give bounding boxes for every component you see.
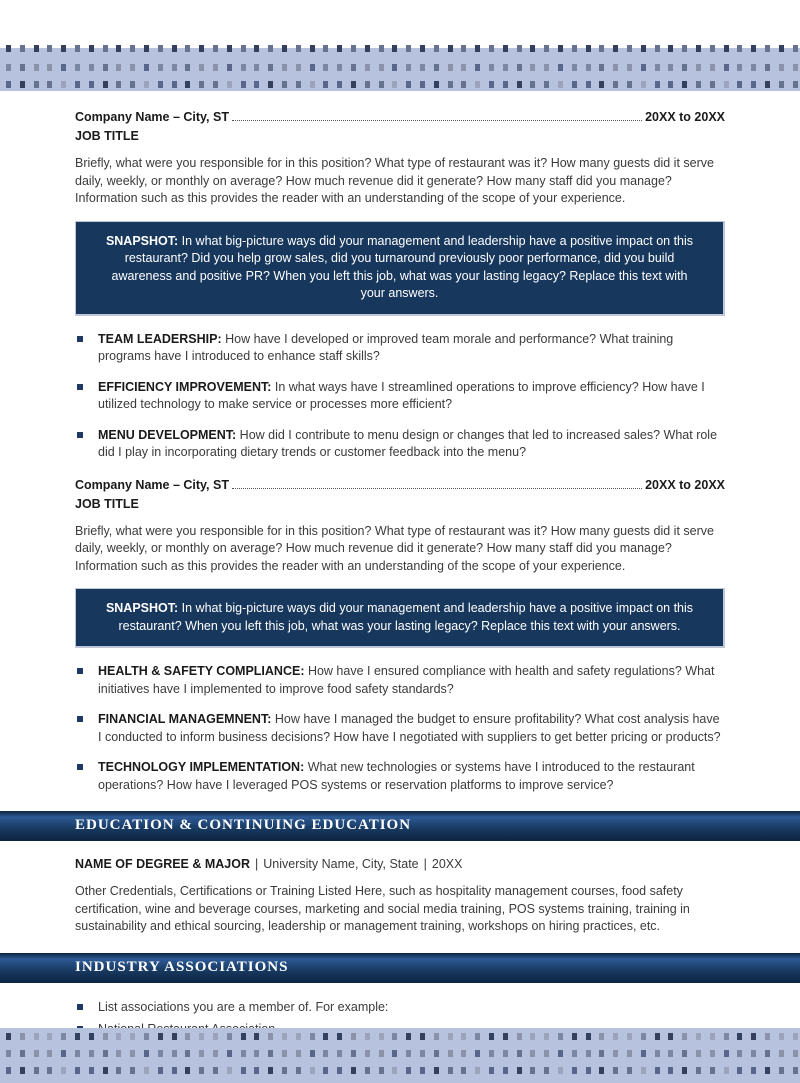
list-item <box>75 331 725 366</box>
bullet-text: How did I contribute to menu design or changes that led to increased sales? What role did I play in incorporating dietary trends or customer feedback into the menu? <box>98 427 718 459</box>
job-section-1 <box>0 110 800 462</box>
associations-section-banner <box>0 953 800 983</box>
job-title: JOB TITLE <box>75 129 139 143</box>
decorative-bottom-border <box>0 1028 800 1083</box>
square-bullet-icon <box>77 384 83 390</box>
job-bullet-list <box>75 331 725 462</box>
graduation-year: 20XX <box>431 857 463 871</box>
snapshot-label: SNAPSHOT: <box>105 601 179 615</box>
company-name: Company Name – City, ST <box>75 110 229 124</box>
job-summary: Briefly, what were you responsible for in this position? What type of restaurant was it? How many guests did it serve daily, weekly, or monthly on average? How much revenue did it generate? How many staff did you manage? Information such as this provides the reader with an understanding of the scope of your experience. <box>75 523 714 573</box>
dotted-leader <box>232 120 642 121</box>
bullet-term: TEAM LEADERSHIP: <box>98 331 222 346</box>
snapshot-callout <box>75 588 725 648</box>
job-heading <box>75 110 725 124</box>
education-heading: EDUCATION & CONTINUING EDUCATION <box>75 817 412 833</box>
square-bullet-icon <box>77 432 83 438</box>
list-item <box>75 711 725 746</box>
job-section-2 <box>0 478 800 795</box>
bullet-text: How have I managed the budget to ensure profitability? What cost analysis have I conducted to inform business decisions? How have I negotiated with suppliers to get better pricing or products? <box>98 712 721 744</box>
degree-separator: | <box>423 857 427 871</box>
company-name: Company Name – City, ST <box>75 477 229 492</box>
square-bullet-icon <box>77 336 83 342</box>
bullet-text: How have I developed or improved team morale and performance? What training programs have I introduced to enhance staff skills? <box>98 331 674 363</box>
job-title: JOB TITLE <box>75 496 139 511</box>
list-item <box>75 999 725 1017</box>
square-bullet-icon <box>77 668 83 674</box>
associations-heading: INDUSTRY ASSOCIATIONS <box>75 958 289 975</box>
list-item <box>75 759 725 794</box>
job-summary: Briefly, what were you responsible for in this position? What type of restaurant was it? How many guests did it serve daily, weekly, or monthly on average? How much revenue did it generate? How many staff did you manage? Information such as this provides the reader with an understanding of the scope of your experience. <box>75 156 714 205</box>
dotted-leader <box>232 488 642 489</box>
bullet-term: HEALTH & SAFETY COMPLIANCE: <box>98 664 305 678</box>
bullet-text: In what ways have I streamlined operations to improve efficiency? How have I utilized technology to make service or processes more efficient? <box>98 379 705 411</box>
list-item <box>75 427 725 462</box>
snapshot-text: In what big-picture ways did your management and leadership have a positive impact on this restaurant? Did you help grow sales, did you turnaround previously poor performance, did you build awareness and positive PR? When you left this job, what was your lasting legacy? Replace this text with your answers. <box>111 233 694 300</box>
square-bullet-icon <box>77 716 83 722</box>
degree-name: NAME OF DEGREE & MAJOR <box>75 857 251 871</box>
education-section <box>75 857 725 936</box>
bullet-term: MENU DEVELOPMENT: <box>98 427 237 442</box>
education-section-banner <box>0 811 800 841</box>
association-text: List associations you are a member of. For example: <box>98 999 389 1014</box>
snapshot-callout <box>75 221 725 316</box>
bullet-text: What new technologies or systems have I introduced to the restaurant operations? How have I leveraged POS systems or reservation platforms to improve service? <box>98 760 695 792</box>
resume-page <box>0 48 800 1083</box>
bullet-text: How have I ensured compliance with health and safety regulations? What initiatives have I implemented to improve food safety standards? <box>98 664 715 696</box>
job-dates: 20XX to 20XX <box>645 110 725 124</box>
snapshot-label: SNAPSHOT: <box>105 233 179 248</box>
square-bullet-icon <box>77 764 83 770</box>
degree-separator: | <box>255 857 259 871</box>
list-item <box>75 379 725 414</box>
bullet-term: FINANCIAL MANAGEMNENT: <box>98 712 272 726</box>
job-bullet-list <box>75 663 725 794</box>
snapshot-text: In what big-picture ways did your management and leadership have a positive impact on this restaurant? When you left this job, what was your lasting legacy? Replace this text with your answers. <box>118 601 694 633</box>
job-heading <box>75 478 725 492</box>
education-details: Other Credentials, Certifications or Training Listed Here, such as hospitality management courses, food safety certification, wine and beverage courses, marketing and social media training, POS systems training, training in sustainability and ethical sourcing, leadership or management training, workshops on hiring practices, etc. <box>75 884 690 933</box>
list-item <box>75 663 725 698</box>
job-dates: 20XX to 20XX <box>645 477 725 492</box>
decorative-top-border <box>0 48 800 91</box>
university-name: University Name, City, State <box>263 857 419 871</box>
degree-line <box>75 857 725 871</box>
bullet-term: TECHNOLOGY IMPLEMENTATION: <box>98 760 305 774</box>
bullet-term: EFFICIENCY IMPROVEMENT: <box>98 379 272 394</box>
square-bullet-icon <box>77 1004 83 1010</box>
